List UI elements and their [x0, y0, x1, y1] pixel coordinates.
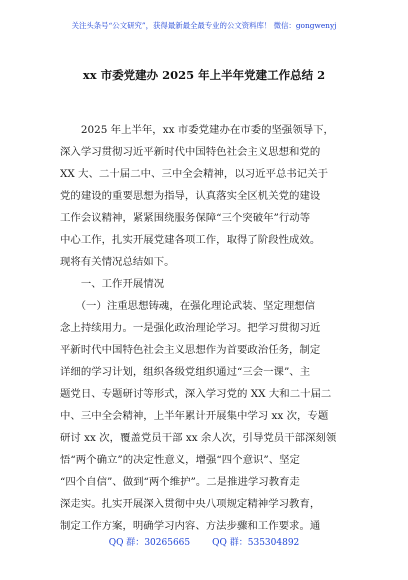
- body-line: 题党日、专题研讨等形式，深入学习党的 XX 大和二十届二: [60, 388, 332, 400]
- body-line: 2025 年上半年，xx 市委党建办在市委的坚强领导下，: [60, 124, 334, 136]
- body-line: 念上持续用力。一是强化政治理论学习。把学习贯彻习近: [60, 322, 321, 334]
- body-line: 工作会议精神，紧紧围绕服务保障“三个突破年”行动等: [60, 212, 311, 224]
- body-line: 中、三中全会精神，上半年累计开展集中学习 xx 次，专题: [60, 410, 329, 422]
- document-title: xx 市委党建办 2025 年上半年党建工作总结 2: [82, 68, 326, 82]
- body-line: 详细的学习计划，组织各级党组织通过“三会一课”、主: [60, 366, 311, 378]
- qq-group-label: QQ 群：: [108, 538, 145, 548]
- body-line: （一）注重思想铸魂，在强化理论武装、坚定理想信: [60, 300, 316, 312]
- section-heading: 一、工作开展情况: [60, 278, 165, 290]
- document-body: [60, 119, 350, 537]
- body-line: 深走实。扎实开展深入贯彻中央八项规定精神学习教育，: [60, 498, 321, 510]
- body-line: 中心工作，扎实开展党建各项工作，取得了阶段性成效。: [60, 234, 321, 246]
- body-line: 平新时代中国特色社会主义思想作为首要政治任务，制定: [60, 344, 321, 356]
- body-line: 悟“两个确立”的决定性意义，增强“四个意识”、坚定: [60, 454, 300, 466]
- qq-group-number: 535304892: [247, 538, 300, 548]
- qq-group-number: 30265665: [144, 538, 191, 548]
- body-line: 研讨 xx 次，覆盖党员干部 xx 余人次，引导党员干部深刻领: [60, 432, 337, 444]
- qq-group-label: QQ 群：: [212, 538, 248, 548]
- body-line: 现将有关情况总结如下。: [60, 256, 175, 268]
- body-line: “四个自信”、做到“两个维护”。二是推进学习教育走: [60, 476, 300, 488]
- body-line: XX 大、二十届二中、三中全会精神，以习近平总书记关于: [60, 168, 329, 180]
- footer-contact: [0, 537, 408, 549]
- header-promo-banner: 关注头条号“公文研究”，获得最新最全最专业的公文资料库！ 微信：gongwenyj: [71, 21, 337, 30]
- body-line: 党的建设的重要思想为指导，认真落实全区机关党的建设: [60, 190, 321, 202]
- body-line: 制定工作方案，明确学习内容、方法步骤和工作要求。通: [60, 520, 321, 532]
- body-line: 深入学习贯彻习近平新时代中国特色社会主义思想和党的: [60, 146, 321, 158]
